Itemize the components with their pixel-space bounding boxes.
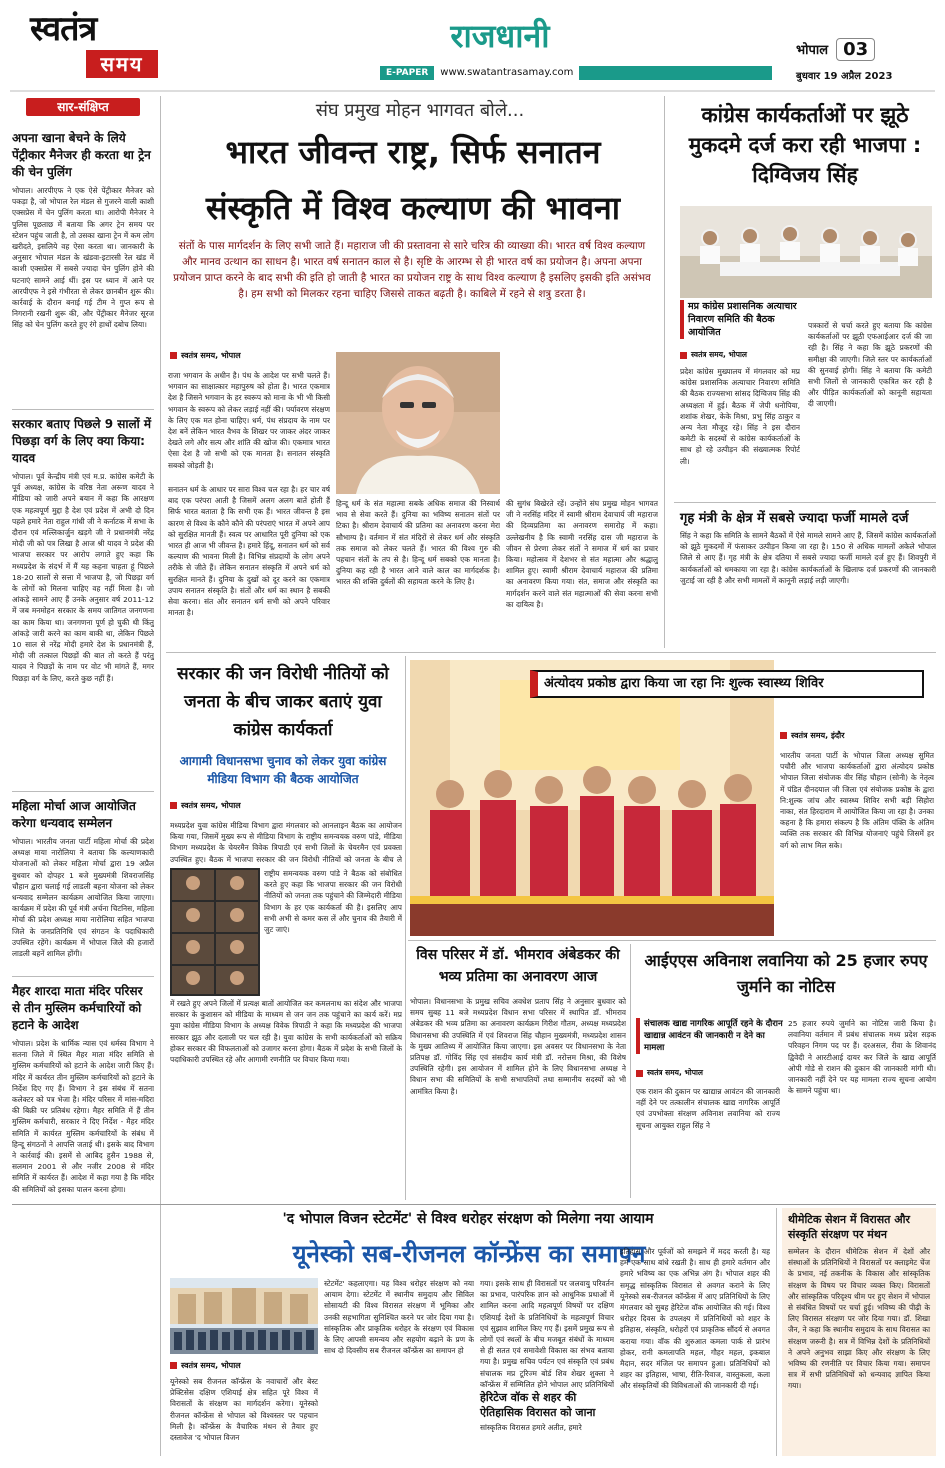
- congress-byline: स्वतंत्र समय, भोपाल: [680, 350, 800, 360]
- camp-photo: [410, 660, 774, 936]
- page-number: 03: [836, 38, 875, 61]
- divider: [674, 502, 936, 503]
- lead-col-1b: सनातन धर्म के आधार पर सारा विश्व चल रहा है। हर चार वर्ष बाद एक परंपरा आती है जिसमें अलग अलग बातें होती हैं सिर्फ भारत बताता है कि सभी एक हैं। भारत जीवन्त है इस कारण से विश्व के कौने कौने की परंपराएं भारत में अपने आप को सुरक्षित मानती हैं। स्वत्व पर आधारित पूरी दुनिया को एक भारत ही आज भी जीवन्त है। हमारे हिंदू, सनातन धर्म को सर्व कल्याण की भावना मिली है। विभिन्न संप्रदायों के लोग अपने तरीके से जीते हैं। लेकिन सनातन संस्कृति में अपने धर्म को सुरक्षित मानते हैं। दुनिया के दुखों को दूर करने का एकमात्र उपाय सनातन संस्कृति है। संतों और धर्म का स्थान है सबकी सेवा करना। संत और सनातन धर्म सभी को अपने परिवार मानता है।: [168, 485, 330, 618]
- logo: [30, 10, 160, 86]
- lead-headline-1: भारत जीवन्त राष्ट्र, सिर्फ सनातन: [225, 133, 601, 171]
- site-url[interactable]: www.swatantrasamay.com: [434, 66, 579, 80]
- ias-headline: आईएएस अविनाश लवानिया को 25 हजार रुपए जुर्माने का नोटिस: [644, 951, 928, 996]
- logo-top: स्वतंत्र: [30, 9, 97, 49]
- masthead-rule: [10, 90, 935, 92]
- lead-col-3: की सुगंध बिखेरते रहें। उन्होंने संघ प्रमुख मोहन भागवत जी ने नरसिंह मंदिर में स्वामी श्रीराम देवाचार्य जी महाराज की दिव्यप्रतिमा का अनावरण समारोह में कहा। उल्लेखनीय है कि स्वामी नरसिंह दास जी महाराज के जीवन से प्रेरणा लेकर संतों ने समाज में धर्म का प्रचार किया। महोत्सव में देशभर से संत महात्मा और श्रद्धालु शामिल हुए। स्वामी श्रीराम देवाचार्य महाराज की प्रतिमा का अनावरण किया गया। संत, समाज और संस्कृति का मार्गदर्शन करने वाले संत महात्माओं की सेवा करना सभी का दायित्व है।: [506, 499, 658, 609]
- divider: [776, 1208, 777, 1456]
- brief-2-body: भोपाल। पूर्व केन्द्रीय मंत्री एवं म.प्र. कांग्रेस कमेटी के पूर्व अध्यक्ष, कांग्रेस के वरिष्ठ नेता अरूण यादव ने मीडिया को जारी अपने बयान में कहा कि आरक्षण एक महत्वपूर्ण मुद्दा है देश एवं प्रदेश में अभी दो दिन पहले हमारे नेता राहुल गांधी जी ने कर्नाटक में सभा के दौरान एवं मल्लिकार्जुन खड़गे जी ने प्रधानमंत्री नरेंद्र मोदी जी को पत्र लिखा है आज श्री यादव ने प्रदेश की भाजपा सरकार पर आरोप लगाते हुए कहा कि मध्यप्रदेश के संदर्भ में मैं यह कहना चाहता हूं पिछले 18-20 सालों से सत्ता में भाजपा है, जो पिछड़ा वर्ग के लोगों को मिलना चाहिए वह नहीं मिला है। जो आंकड़े सामने आए हैं उनके अनुसार वर्ष 2011-12 में जब मनमोहन सरकार के समय जातिगत जनगणना का काम किया था। जनगणना पूर्ण हो चुकी थी किंतु आंकड़े जारी करने का काम बाकी था, लेकिन पिछले 10 साल से नरेंद्र मोदी हमारे देश के प्रधानमंत्री हैं, मोदी जी तत्काल पिछड़ों की बात तो करते हैं परंतु यादव ने पिछड़ों के नाम पर वोट भी मांगते हैं, मगर पिछड़ा वर्ग के लिए, करते कुछ नहीं हैं।: [12, 472, 154, 683]
- divider: [630, 944, 631, 1198]
- brief-1-body: भोपाल। आरपीएफ ने एक ऐसे पेंट्रीकार मैनेजर को पकड़ा है, जो भोपाल रेल मंडल से गुजरने वाली काशी एक्सप्रेस में चेन पुलिंग करता था। आरोपी मैनेजर ने पुलिस पूछताछ में बताया कि अगर ट्रेन समय पर स्टेशन पहुंच जाती है, तो उसका खाना ट्रेन में कम लोग खरीदते, इसलिये वह ऐसा करता था। जानकारी के अनुसार भोपाल मंडल के खंडवा-इटारसी रेल खंड में काशी एक्सप्रेस में सबसे ज्यादा चेन पुलिंग होने की घटनाएं सामने आई थीं। इस पर ध्यान में आने पर आरपीएफ ने इसे गंभीरता से लेकर छानबीन शुरू की। कार्रवाई के दौरान बनाई गई टीम ने गुप्त रूप से निगरानी रखनी शुरू की, और पेंट्रीकार मैनेजर सूरज सिंह को चेन पुलिंग करते हुए रंगे हाथों दबोच लिया।: [12, 186, 154, 330]
- ias-caption: [636, 1018, 788, 1054]
- lead-col-1a: राजा भगवान के अधीन है। पंथ के आदेश पर सभी चलते हैं। भगवान का साक्षात्कार महापुरुष को होता है। भारत एकमात्र देश है जिसने भगवान के हर स्वरूप को माना के भी भी किसी भगवान के स्वरूप को लेकर लड़ाई नहीं की। पर्यावरण संरक्षण के लिए एक मत होना चाहिए। धर्म, पंथ संप्रदाय के नाम पर देश बनें लेकिन भारत वैभव के शिखर पर जाकर अंदर जाकर देखते लगे और सत्य और शांति की खोज की। एकमात्र भारत ऐसा देश है जो सभी को एक मानता है। सनातन संस्कृति सबको जोड़ती है।: [168, 371, 330, 470]
- logo-red-box: [86, 50, 158, 78]
- city-label: भोपाल: [796, 43, 829, 58]
- congress-caption: [680, 300, 808, 339]
- camp-banner-text: अंत्योदय प्रकोष्ठ द्वारा किया जा रहा निः शुल्क स्वास्थ्य शिविर: [544, 676, 824, 691]
- congress-body: प्रदेश कांग्रेस मुख्यालय में मंगलवार को मप्र कांग्रेस प्रशासनिक अत्याचार निवारण समिति की बैठक राज्यसभा सांसद दिग्विजय सिंह की अध्यक्षता में हुई। बैठक में जेपी धनोपिया, शशांक शेखर, केके मिश्रा, प्रभु सिंह ठाकुर व अन्य नेता मौजूद रहे। सिंह ने इस दौरान कमेटी के सदस्यों से कांग्रेस कार्यकर्ताओं के साथ हो रहे उत्पीड़न की संख्यात्मक रिपोर्ट ली।: [680, 367, 800, 466]
- thematic-box: [782, 1208, 936, 1456]
- date-line: बुधवार 19 अप्रैल 2023: [796, 71, 893, 82]
- lead-col-2: हिन्दू धर्म के संत महात्मा सबके अधिक समाज की निस्वार्थ भाव से सेवा करते हैं। दुनिया का भविष्य सनातन संतों पर टिका है। श्रीराम देवाचार्य की प्रतिमा का अनावरण करना मेरा सौभाग्य है। वर्तमान में संत मंदिरों से लेकर धर्म और संस्कृति तक समाज को लेकर चलते हैं। भारत की विश्व गुरु की पहचान संतों के तप से है। हिन्दू धर्म सबको एक मानता है। दुनिया कह रही है भारत आने वाले काल का मार्गदर्शक है। भारत की शक्ति दुर्बलों की सहायता करने के लिए है।: [336, 499, 500, 587]
- youth-subhead: आगामी विधानसभा चुनाव को लेकर युवा कांग्रेस मीडिया विभाग की बैठक आयोजित: [179, 754, 387, 786]
- unesco-headline: यूनेस्को सब-रीजनल कॉन्फ्रेंस का समापन: [292, 1240, 646, 1268]
- sidebar: [12, 98, 154, 1456]
- brief-1-headline: अपना खाना बेचने के लिये पेंट्रीकार मैनेजर ही करता था ट्रेन की चेन पुलिंग: [12, 131, 151, 179]
- ias-caption-text: संचालक खाद्य नागरिक आपूर्ति रहने के दौरान खाद्यान्न आवंटन की जानकारी न देने का मामला: [644, 1019, 783, 1053]
- youth-body-3: में रखते हुए अपने जिलों में प्रत्यक्ष बातों आयोजित कर कमलनाथ का संदेश और भाजपा सरकार के कुशासन को मीडिया के माध्यम से जन जन तक पहुंचाने का कार्य करें। मप्र युवा कांग्रेस मीडिया विभाग के अध्यक्ष विवेक त्रिपाठी ने कहा कि मध्यप्रदेश की भाजपा सरकार झूठ और दलाली पर चल रही है। युवा कांग्रेस के सभी कार्यकर्ताओं को सक्रिय होकर सरकार की विफलताओं को उजागर करना होगा। बैठक में प्रदेश के सभी जिलों के पदाधिकारी उपस्थित रहे और आगामी रणनीति पर विचार किया गया।: [170, 999, 402, 1065]
- lead-headline-2: संस्कृति में विश्व कल्याण की भावना: [205, 189, 621, 227]
- divider: [408, 940, 936, 941]
- unesco-kicker: 'द भोपाल विजन स्टेटमेंट' से विश्व धरोहर संरक्षण को मिलेगा नया आयाम: [282, 1211, 654, 1227]
- youth-body-2: राष्ट्रीय समन्वयक वरुण पांडे ने बैठक को संबोधित करते हुए कहा कि भाजपा सरकार की जन विरोधी नीतियों को जनता तक पहुंचाने की जिम्मेदारी मीडिया विभाग के हर एक कार्यकर्ता की है। इसलिए आप सभी अभी से कमर कस लें और चुनाव की तैयारी में जुट जाएं।: [264, 869, 402, 935]
- thematic-body: सम्मेलन के दौरान थीमेटिक सेशन में देशों और संस्थाओं के प्रतिनिधियों ने विरासतों पर क्लाइमेट चेंज के प्रभाव, नई तकनीक के विकास और सांस्कृतिक संरक्षण के विषय पर विचार व्यक्त किए। विरासतों और सांस्कृतिक परिदृश्य थीम पर हुए सेशन में भोपाल से संबंधित विषयों पर चर्चा हुई। भविष्य की पीढ़ी के लिए विरासत संरक्षण पर जोर दिया गया। डॉ. शिखा जैन, ने कहा कि स्थानीय समुदाय के साथ विरासत का संरक्षण जरूरी है। सत्र में विभिन्न देशों के प्रतिनिधियों ने अपने अनुभव साझा किए और संरक्षण के लिए भविष्य की रणनीति पर विचार किया गया। समापन सत्र में सभी प्रतिनिधियों को धन्यवाद ज्ञापित किया गया।: [788, 1247, 930, 1391]
- ambedkar-body: भोपाल। विधानसभा के प्रमुख सचिव अवधेश प्रताप सिंह ने अनुसार बुधवार को समय सुबह 11 बजे मध्यप्रदेश विधान सभा परिसर में स्थापित डॉ. भीमराव अंबेडकर की भव्य प्रतिमा का अनावरण कार्यक्रम गिरीश गौतम, अध्यक्ष मध्यप्रदेश विधानसभा की उपस्थिति में एवं शिवराज सिंह चौहान मुख्यमंत्री, मध्यप्रदेश शासन के मुख्य आतिथ्य में आयोजित किया जाएगा। इस अवसर पर विधानसभा के नेता प्रतिपक्ष डॉ. गोविंद सिंह एवं संसदीय कार्य मंत्री डॉ. नरोत्तम मिश्रा, की विशेष उपस्थिति रहेगी। इस आयोजन में शामिल होने के लिए विधानसभा अध्यक्ष ने विधान सभा की समितियों के सभी सभापतियों तथा सम्मानीय सदस्यों को भी आमंत्रित किया है।: [410, 997, 626, 1096]
- brief-4-body: भोपाल। प्रदेश के धार्मिक न्यास एवं धर्मस्व विभाग ने सतना जिले में स्थित मैहर माता मंदिर समिति से मुस्लिम कर्मचारियों को हटाने के आदेश जारी किए हैं। मंदिर में कार्यरत तीन मुस्लिम कर्मचारियों को हटाने के निर्देश दिए गए हैं। विभाग ने इस संबंध में सतना कलेक्टर को पत्र भेजा है। मंदिर परिसर में मांस-मदिरा की बिक्री पर प्रतिबंध रहेगा। मैहर समिति में हैं तीन मुस्लिम कर्मचारी, सरकार ने दिए निर्देश - मैहर मंदिर समिति में कार्यरत मुस्लिम कर्मचारियों के संबंध में हिन्दू संगठनों ने आपत्ति जताई थी। इसके बाद विभाग ने कार्रवाई की। इसमें से आबिद हुसैन 1988 से, सलमान 2001 से और नजीर 2008 से मंदिर समिति में कार्यरत हैं। आदेश में कहा गया है कि मंदिर की समितियों को इसका पालन करना होगा।: [12, 1039, 154, 1194]
- congress-headline: कांग्रेस कार्यकर्ताओं पर झूठे मुकदमे दर्ज करा रही भाजपा : दिग्विजय सिंह: [688, 103, 922, 187]
- congress-photo: [680, 206, 932, 298]
- sidebar-label: सार-संक्षिप्त: [26, 98, 140, 116]
- congress-body-2: पत्रकारों से चर्चा करते हुए बताया कि कांग्रेस कार्यकर्ताओं पर झूठी एफआईआर दर्ज की जा रही है। सिंह ने कहा कि झूठे प्रकरणों की समीक्षा की जाएगी। जिले स्तर पर कार्यकर्ताओं की सुनवाई होगी। सिंह ने बताया कि कमेटी सभी जिलों से जानकारी एकत्रित कर रही है और पीड़ित कार्यकर्ताओं को कानूनी सहायता दी जाएगी।: [808, 321, 932, 409]
- youth-video-grid: [170, 868, 260, 996]
- congress-caption-text: मप्र कांग्रेस प्रशासनिक अत्याचार निवारण समिति की बैठक आयोजित: [688, 301, 797, 338]
- unesco-col-2: स्टेटमेंट' कहलाएगा। यह विश्व धरोहर संरक्षण को नया आयाम देगा। स्टेटमेंट में स्थानीय समुदाय और सिविल सोसायटी की विश्व विरासत संरक्षण में भूमिका और उनकी सहभागिता सुनिश्चित करने पर जोर दिया गया है। सांस्कृतिक और प्राकृतिक धरोहर के संरक्षण एवं विकास के लिए आपसी समन्वय और सहयोग बढ़ाने के प्रण के साथ दो दिवसीय सब रीजनल कॉन्फ्रेंस का समापन हो: [324, 1279, 474, 1356]
- home-body: सिंह ने कहा कि समिति के सामने बैठकों में ऐसे मामले सामने आए हैं, जिसमें कांग्रेस कार्यकर्ताओं को झूठे मुकदमों में फंसाकर उत्पीड़न किया जा रहा है। 150 से अधिक मामलों अकेले भोपाल जिले से आए हैं। गृह मंत्री के क्षेत्र दतिया में सबसे ज्यादा फर्जी मामले दर्ज हुए हैं। शिवपुरी में कार्यकर्ताओं को धमकाया जा रहा है। कांग्रेस कार्यकर्ताओं के खिलाफ दर्ज प्रकरणों की जानकारी जुटाई जा रही है और सभी मामलों में कानूनी लड़ाई लड़ी जाएगी।: [680, 531, 936, 585]
- lead-byline: स्वतंत्र समय, भोपाल: [170, 350, 330, 361]
- thematic-headline: थीमेटिक सेशन में विरासत और संस्कृति संरक्षण पर मंथन: [788, 1213, 910, 1241]
- unesco-col-3b: सांस्कृतिक विरासत हमारे अतीत, हमारे: [480, 1423, 582, 1432]
- masthead: [0, 0, 945, 88]
- divider: [12, 976, 154, 977]
- unesco-col-3: गया। इसके साथ ही विरासतों पर जलवायु परिवर्तन का प्रभाव, पारंपरिक ज्ञान को आधुनिक प्रथाओं में शामिल करना आदि महत्वपूर्ण विषयों पर दक्षिण एशियाई देशों के प्रतिनिधियों के महत्वपूर्ण विचार एवं सुझाव शामिल किए गए हैं। इसमें प्रमुख रूप से लोगों एवं स्थलों के बीच मजबूत संबंधों के माध्यम से ही सतत एवं समावेशी विकास का संभव बताया गया है। प्रमुख सचिव पर्यटन एवं संस्कृति एवं प्रबंध संचालक मप्र टूरिज्म बोर्ड शिव शेखर शुक्ला ने कॉन्फ्रेंस में सम्मिलित होने भोपाल आए प्रतिनिधियों: [480, 1279, 614, 1389]
- unesco-col-4: इतिहास और पूर्वजों को समझने में मदद करती है। यह हमें एक साथ बांधे रखती है। साथ ही हमारे वर्तमान और हमारे भविष्य का एक अभिन्न अंग है। भोपाल शहर की समृद्ध सांस्कृतिक विरासत से अवगत कराने के लिए यूनेस्को सब-रीजनल कॉन्फ्रेंस में आए प्रतिनिधियों के लिए मंगलवार को सुबह हेरिटेज वॉक आयोजित की गई। विश्व धरोहर दिवस के उपलक्ष्य में प्रतिनिधियों को शहर के इतिहास, संस्कृति, धरोहरों एवं प्राकृतिक सौंदर्य से अवगत कराया गया। वॉक की शुरुआत कमला पार्क से प्रारंभ होकर, रानी कमलापति महल, गौहर महल, इकबाल मैदान, सदर मंजिल पर समापन हुआ। प्रतिनिधियों को शहर का इतिहास, भाषा, रीति-रिवाज, वास्तुकला, कला और संस्कृतियों की विविधताओं की जानकारी दी गई।: [620, 1247, 770, 1391]
- photo-online-meeting: [170, 868, 260, 996]
- youth-body: मध्यप्रदेश युवा कांग्रेस मीडिया विभाग द्वारा मंगलवार को आनलाइन बैठक का आयोजन किया गया, जिसमें मुख्य रूप से मीडिया विभाग के राष्ट्रीय समन्वयक वरुण पांडे, मीडिया विभाग मध्यप्रदेश के चेयरमैन विवेक त्रिपाठी एवं सभी जिलों के चेयरमैन एवं प्रवक्ता उपस्थित हुए। बैठक में भाजपा सरकार की जन विरोधी नीतियों को जनता के बीच ले: [170, 821, 402, 864]
- ias-body-2: 25 हजार रुपये जुर्माने का नोटिस जारी किया है। लवानिया वर्तमान में प्रबंध संचालक मध्य प्रदेश सड़क परिवहन निगम पद पर हैं। दरअसल, रीवा के शिवानंद द्विवेदी ने आरटीआई दायर कर जिले के खाद्य आपूर्ति ओपी गोडे से राशन की दुकान की जानकारी मांगी थी। जानकारी नहीं देने पर यह मामला राज्य सूचना आयोग के सामने पहुंचा था।: [788, 1019, 936, 1096]
- ias-body: एक राशन की दुकान पर खाद्यान्न आवंटन की जानकारी नहीं देने पर तत्कालीन संचालक खाद्य नागरिक आपूर्ति एवं उपभोक्ता संरक्षण अविनाश लवानिया को राज्य सूचना आयुक्त राहुल सिंह ने: [636, 1087, 780, 1130]
- divider: [12, 409, 154, 410]
- section-title: राजधानी: [450, 17, 550, 55]
- epaper-label: E-PAPER: [386, 68, 429, 78]
- lead-right-rule: [664, 96, 665, 648]
- photo-mohan-bhagwat: [336, 352, 500, 494]
- youth-byline: स्वतंत्र समय, भोपाल: [170, 800, 330, 811]
- brief-3-headline: महिला मोर्चा आज आयोजित करेगा धन्यवाद सम्मेलन: [12, 799, 136, 830]
- logo-bottom: समय: [100, 52, 144, 76]
- camp-banner: [530, 670, 924, 698]
- brief-3-body: भोपाल। भारतीय जनता पार्टी महिला मोर्चा की प्रदेश अध्यक्ष माया नारोलिया ने बताया कि कल्याणकारी योजनाओं को लेकर महिला मोर्चा द्वारा 19 अप्रैल बुधवार को दोपहर 1 बजे मुख्यमंत्री शिवराजसिंह चौहान द्वारा चलाई गई लाडली बहना योजना को लेकर धन्यवाद सम्मेलन कार्यक्रम आयोजित किया जाएगा। कार्यक्रम में प्रदेश की पूर्व मंत्री अर्चना चिटनिस, महिला मोर्चा की प्रदेश अध्यक्ष माया नारोलिया सहित भाजपा जिले के जनप्रतिनिधि एवं संगठन के पदाधिकारी उपस्थित रहेंगे। कार्यक्रम में भोपाल जिले की हजारों लाडली बहनें शामिल होंगी।: [12, 837, 154, 959]
- page-info: [796, 36, 916, 62]
- unesco-col-1: यूनेस्को सब रीजनल कॉन्फ्रेंस के नवाचारों और बेस्ट प्रेक्टिसेस दक्षिण एशियाई क्षेत्र सहित पूरे विश्व में विरासतों के संरक्षण का मार्गदर्शन करेगा। यूनेस्को रीजनल कॉन्फ्रेंस से भोपाल को विश्वस्तर पर पहचान मिली है। कॉन्फ्रेंस के वैचारिक मंथन से तैयार हुए दस्तावेज 'द भोपाल विजन: [170, 1377, 318, 1443]
- unesco-photo: [170, 1278, 318, 1354]
- brief-4-headline: मैहर शारदा माता मंदिर परिसर से तीन मुस्लिम कर्मचारियों को हटाने के आदेश: [12, 984, 143, 1032]
- ias-byline: स्वतंत्र समय, भोपाल: [636, 1068, 780, 1078]
- lead-photo: [336, 352, 500, 494]
- unesco-subhead: हेरिटेज वॉक से शहर की ऐतिहासिक विरासत को जाना: [480, 1391, 596, 1419]
- epaper-bar: [380, 66, 772, 80]
- divider: [405, 656, 406, 1200]
- divider: [166, 652, 936, 653]
- lead-deck: संतों के पास मार्गदर्शन के लिए सभी जाते हैं। महाराज जी की प्रस्तावना से सारे चरित्र की व्याख्या की। भारत वर्ष विश्व कल्याण और मानव उत्थान का साधन है। भारत वर्ष सनातन काल से है। सृष्टि के आरम्भ से ही भारत वर्ष का प्रयोजन है। अपना अपना प्रयोजन प्राप्त करने के बाद सभी की इति हो जाती है भारत का प्रयोजन राष्ट्र के साथ विश्व कल्याण है इसलिए इसकी इति असंभव है। हम सभी को मिलकर रहना चाहिए जिससे ताकत बढ़ती है। काबिले में रहने से शत्रु डरता है।: [173, 240, 651, 300]
- divider: [12, 791, 154, 792]
- divider: [12, 1204, 936, 1205]
- youth-headline: सरकार की जन विरोधी नीतियों को जनता के बीच जाकर बताएं युवा कांग्रेस कार्यकर्ता: [177, 664, 389, 740]
- home-headline: गृह मंत्री के क्षेत्र में सबसे ज्यादा फर्जी मामले दर्ज: [680, 511, 909, 526]
- photo-congress-meeting: [680, 206, 932, 298]
- photo-health-camp: [410, 660, 774, 936]
- photo-unesco-delegates: [170, 1278, 318, 1354]
- ambedkar-headline: विस परिसर में डॉ. भीमराव अंबेडकर की भव्य प्रतिमा का अनावरण आज: [416, 947, 620, 985]
- sidebar-rule: [160, 96, 161, 1456]
- camp-body: भारतीय जनता पार्टी के भोपाल जिला अध्यक्ष सुमित पचौरी और भाजपा कार्यकर्ताओं द्वारा अंत्योदय प्रकोष्ठ भोपाल जिला संयोजक वीर सिंह चौहान (सोनी) के नेतृत्व में पंडित दीनदयाल जी जिला एवं संयोजक प्रकोष्ठ के द्वारा नि:शुल्क जांच और स्वास्थ्य शिविर सभी बड़ी सिहोरा नाका, संत हिरदाराम में आयोजित किया जा रहा है। उनका कहना है कि हमारा संकल्प है कि अंतिम पंक्ति के अंतिम व्यक्ति तक सरकार की विभिन्न योजनाएं पहुंचे जिसमें हर वर्ग को लाभ मिल सके।: [780, 751, 934, 850]
- brief-2-headline: सरकार बताए पिछले 9 सालों में पिछड़ा वर्ग के लिए क्या किया: यादव: [12, 417, 152, 465]
- lead-kicker: संघ प्रमुख मोहन भागवत बोले...: [315, 100, 525, 121]
- camp-byline: स्वतंत्र समय, इंदौर: [780, 730, 930, 741]
- unesco-byline: स्वतंत्र समय, भोपाल: [170, 1360, 318, 1371]
